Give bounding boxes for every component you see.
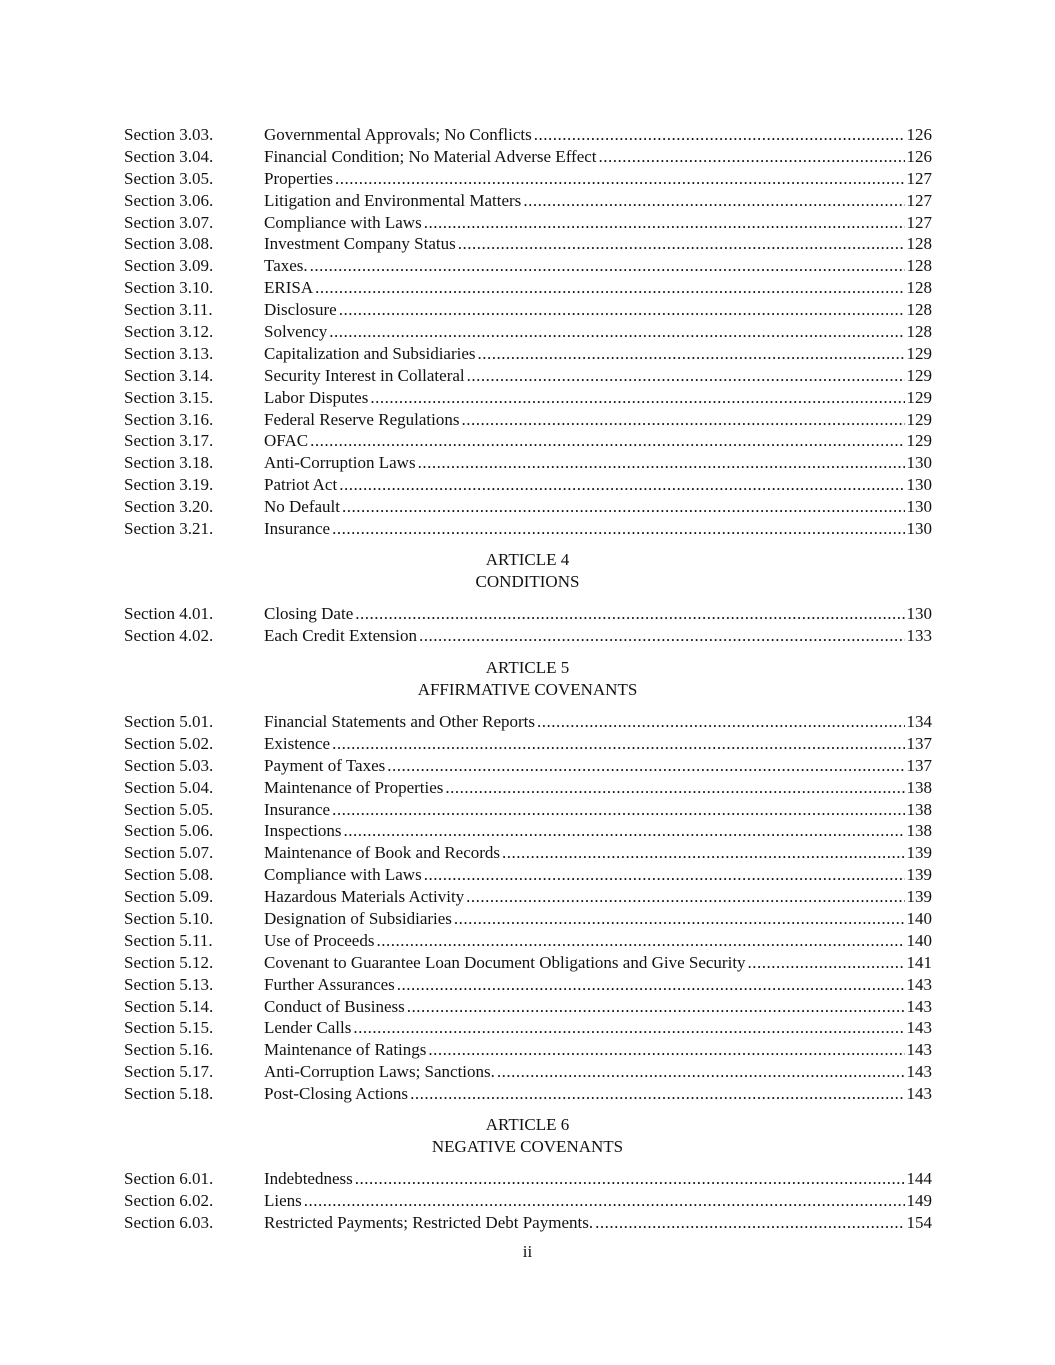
toc-entry <box>124 255 932 277</box>
dot-leader <box>461 409 904 431</box>
section-title: Taxes. <box>264 256 308 276</box>
section-number: Section 3.10. <box>124 278 214 298</box>
section-number: Section 3.05. <box>124 168 214 188</box>
dot-leader <box>339 474 904 496</box>
section-title: Patriot Act <box>264 475 338 495</box>
toc-entry <box>124 755 932 777</box>
section-page-number: 143 <box>906 1084 932 1104</box>
toc-entry <box>124 1017 932 1039</box>
section-page-number: 129 <box>906 431 932 451</box>
section-page-number: 143 <box>906 996 932 1016</box>
section-page-number: 130 <box>906 519 932 539</box>
section-title: Labor Disputes <box>264 387 369 407</box>
dot-leader <box>329 321 904 343</box>
dot-leader <box>342 496 904 518</box>
dot-leader <box>454 908 905 930</box>
section-title: Anti-Corruption Laws; Sanctions. <box>264 1062 495 1082</box>
section-page-number: 128 <box>906 322 932 342</box>
toc-entry <box>124 1212 932 1234</box>
dot-leader <box>370 387 904 409</box>
section-page-number: 128 <box>906 300 932 320</box>
toc-entry <box>124 518 932 540</box>
section-title: Investment Company Status <box>264 234 456 254</box>
dot-leader <box>310 430 904 452</box>
section-title: Restricted Payments; Restricted Debt Payments. <box>264 1212 594 1232</box>
toc-entry <box>124 212 932 234</box>
article-number: ARTICLE 5 <box>485 658 570 677</box>
toc-entry <box>124 124 932 146</box>
dot-leader <box>304 1190 905 1212</box>
toc-entry <box>124 1083 932 1105</box>
section-title: Each Credit Extension <box>264 625 417 645</box>
dot-leader <box>418 452 905 474</box>
dot-leader <box>424 864 905 886</box>
section-title: Further Assurances <box>264 974 395 994</box>
section-title: Designation of Subsidiaries <box>264 909 452 929</box>
article-heading: AFFIRMATIVE COVENANTS <box>417 680 638 699</box>
dot-leader <box>387 755 904 777</box>
section-page-number: 140 <box>906 930 932 950</box>
toc-entry <box>124 277 932 299</box>
article-heading: CONDITIONS <box>475 572 580 591</box>
section-page-number: 140 <box>906 909 932 929</box>
section-number: Section 5.10. <box>124 909 214 929</box>
section-page-number: 130 <box>906 497 932 517</box>
section-number: Section 3.08. <box>124 234 214 254</box>
section-number: Section 5.07. <box>124 843 214 863</box>
section-page-number: 138 <box>906 821 932 841</box>
section-title: Security Interest in Collateral <box>264 365 465 385</box>
toc-entry <box>124 1061 932 1083</box>
section-title: Federal Reserve Regulations <box>264 409 460 429</box>
page-number: ii <box>522 1242 533 1261</box>
section-title: Compliance with Laws <box>264 865 422 885</box>
section-page-number: 144 <box>906 1169 932 1188</box>
toc-section-list <box>124 603 932 647</box>
section-number: Section 3.04. <box>124 146 214 166</box>
section-number: Section 3.13. <box>124 343 214 363</box>
section-page-number: 130 <box>906 604 932 623</box>
section-number: Section 5.15. <box>124 1018 214 1038</box>
section-number: Section 3.16. <box>124 409 214 429</box>
section-page-number: 126 <box>906 125 932 144</box>
toc-entry <box>124 952 932 974</box>
dot-leader <box>467 365 905 387</box>
dot-leader <box>523 190 904 212</box>
section-number: Section 5.18. <box>124 1084 214 1104</box>
section-page-number: 134 <box>906 712 932 731</box>
dot-leader <box>466 886 904 908</box>
section-page-number: 143 <box>906 974 932 994</box>
section-number: Section 5.06. <box>124 821 214 841</box>
section-page-number: 138 <box>906 777 932 797</box>
section-title: Properties <box>264 168 333 188</box>
section-title: Existence <box>264 733 331 753</box>
section-number: Section 6.02. <box>124 1190 214 1210</box>
dot-leader <box>355 603 904 625</box>
section-title: Financial Condition; No Material Adverse Effect <box>264 146 597 166</box>
dot-leader <box>397 974 905 996</box>
dot-leader <box>335 168 905 190</box>
section-page-number: 128 <box>906 234 932 254</box>
dot-leader <box>595 1212 904 1234</box>
section-title: Post-Closing Actions <box>264 1084 409 1104</box>
dot-leader <box>478 343 905 365</box>
article-number: ARTICLE 4 <box>485 550 570 569</box>
section-title: Solvency <box>264 322 328 342</box>
section-number: Section 5.05. <box>124 799 214 819</box>
section-page-number: 143 <box>906 1062 932 1082</box>
toc-entry <box>124 365 932 387</box>
section-page-number: 143 <box>906 1018 932 1038</box>
section-page-number: 137 <box>906 755 932 775</box>
section-page-number: 149 <box>906 1190 932 1210</box>
section-number: Section 3.12. <box>124 322 214 342</box>
section-number: Section 5.08. <box>124 865 214 885</box>
section-page-number: 129 <box>906 387 932 407</box>
dot-leader <box>355 1168 905 1190</box>
toc-entry <box>124 430 932 452</box>
section-title: No Default <box>264 497 341 517</box>
section-number: Section 5.09. <box>124 887 214 907</box>
toc-entry <box>124 387 932 409</box>
section-number: Section 5.03. <box>124 755 214 775</box>
section-number: Section 5.12. <box>124 952 214 972</box>
section-title: Compliance with Laws <box>264 212 422 232</box>
toc-entry <box>124 886 932 908</box>
section-title: Liens <box>264 1190 302 1210</box>
dot-leader <box>748 952 905 974</box>
section-title: Indebtedness <box>264 1169 353 1188</box>
dot-leader <box>315 277 904 299</box>
toc-entry <box>124 168 932 190</box>
dot-leader <box>376 930 904 952</box>
dot-leader <box>353 1017 904 1039</box>
toc-entry <box>124 233 932 255</box>
section-page-number: 130 <box>906 475 932 495</box>
section-title: Capitalization and Subsidiaries <box>264 343 476 363</box>
section-title: Covenant to Guarantee Loan Document Obligations and Give Security <box>264 952 746 972</box>
section-title: Use of Proceeds <box>264 930 375 950</box>
toc-entry <box>124 146 932 168</box>
section-page-number: 139 <box>906 865 932 885</box>
section-number: Section 3.09. <box>124 256 214 276</box>
toc-entry <box>124 777 932 799</box>
toc-entry <box>124 842 932 864</box>
dot-leader <box>502 842 904 864</box>
toc-entry <box>124 299 932 321</box>
section-page-number: 130 <box>906 453 932 473</box>
dot-leader <box>458 233 905 255</box>
section-number: Section 5.04. <box>124 777 214 797</box>
section-number: Section 5.01. <box>124 712 214 731</box>
toc-entry <box>124 452 932 474</box>
section-number: Section 5.02. <box>124 733 214 753</box>
toc-entry <box>124 190 932 212</box>
section-title: OFAC <box>264 431 309 451</box>
toc-entry <box>124 908 932 930</box>
toc-entry <box>124 711 932 733</box>
dot-leader <box>419 625 905 647</box>
section-title: Governmental Approvals; No Conflicts <box>264 125 532 144</box>
section-page-number: 126 <box>906 146 932 166</box>
section-title: Inspections <box>264 821 342 841</box>
dot-leader <box>599 146 905 168</box>
section-title: Hazardous Materials Activity <box>264 887 465 907</box>
section-title: Insurance <box>264 519 331 539</box>
dot-leader <box>332 733 904 755</box>
section-title: Lender Calls <box>264 1018 352 1038</box>
section-number: Section 3.21. <box>124 519 214 539</box>
toc-entry <box>124 1168 932 1190</box>
section-page-number: 139 <box>906 843 932 863</box>
section-page-number: 127 <box>906 190 932 210</box>
dot-leader <box>534 124 905 146</box>
section-title: ERISA <box>264 278 314 298</box>
section-number: Section 3.15. <box>124 387 214 407</box>
section-title: Payment of Taxes <box>264 755 386 775</box>
toc-entry <box>124 864 932 886</box>
section-page-number: 138 <box>906 799 932 819</box>
section-page-number: 129 <box>906 409 932 429</box>
toc-section-list <box>124 1168 932 1234</box>
section-number: Section 3.06. <box>124 190 214 210</box>
section-number: Section 5.14. <box>124 996 214 1016</box>
section-number: Section 3.18. <box>124 453 214 473</box>
dot-leader <box>332 799 904 821</box>
toc-entry <box>124 974 932 996</box>
section-page-number: 137 <box>906 733 932 753</box>
section-title: Disclosure <box>264 300 337 320</box>
section-page-number: 127 <box>906 168 932 188</box>
toc-entry <box>124 474 932 496</box>
section-number: Section 5.13. <box>124 974 214 994</box>
section-title: Maintenance of Book and Records <box>264 843 501 863</box>
article-heading: NEGATIVE COVENANTS <box>431 1137 624 1156</box>
toc-entry <box>124 625 932 647</box>
toc-entry <box>124 409 932 431</box>
toc-entry <box>124 820 932 842</box>
section-title: Insurance <box>264 799 331 819</box>
dot-leader <box>537 711 905 733</box>
dot-leader <box>445 777 904 799</box>
section-page-number: 129 <box>906 365 932 385</box>
section-page-number: 133 <box>906 625 932 645</box>
section-number: Section 3.20. <box>124 497 214 517</box>
toc-entry <box>124 603 932 625</box>
section-title: Maintenance of Properties <box>264 777 444 797</box>
dot-leader <box>339 299 905 321</box>
section-page-number: 141 <box>906 952 932 972</box>
dot-leader <box>424 212 905 234</box>
toc-section-list <box>124 124 932 540</box>
toc-entry <box>124 496 932 518</box>
dot-leader <box>343 820 904 842</box>
section-page-number: 143 <box>906 1040 932 1060</box>
section-title: Conduct of Business <box>264 996 405 1016</box>
section-page-number: 139 <box>906 887 932 907</box>
dot-leader <box>428 1039 904 1061</box>
section-number: Section 4.02. <box>124 625 214 645</box>
section-number: Section 5.11. <box>124 930 213 950</box>
dot-leader <box>410 1083 904 1105</box>
dot-leader <box>497 1061 905 1083</box>
toc-entry <box>124 996 932 1018</box>
section-page-number: 128 <box>906 256 932 276</box>
section-title: Closing Date <box>264 604 354 623</box>
toc-entry <box>124 1039 932 1061</box>
toc-entry <box>124 343 932 365</box>
dot-leader <box>407 996 905 1018</box>
section-number: Section 3.07. <box>124 212 214 232</box>
dot-leader <box>310 255 905 277</box>
dot-leader <box>332 518 904 540</box>
section-number: Section 3.11. <box>124 300 213 320</box>
section-page-number: 154 <box>906 1212 932 1232</box>
section-page-number: 128 <box>906 278 932 298</box>
section-title: Financial Statements and Other Reports <box>264 712 535 731</box>
section-page-number: 129 <box>906 343 932 363</box>
section-title: Anti-Corruption Laws <box>264 453 416 473</box>
toc-entry <box>124 733 932 755</box>
section-number: Section 6.03. <box>124 1212 214 1232</box>
section-number: Section 6.01. <box>124 1169 214 1188</box>
toc-entry <box>124 321 932 343</box>
section-number: Section 3.14. <box>124 365 214 385</box>
section-number: Section 3.17. <box>124 431 214 451</box>
section-title: Litigation and Environmental Matters <box>264 190 522 210</box>
toc-entry <box>124 930 932 952</box>
section-page-number: 127 <box>906 212 932 232</box>
article-number: ARTICLE 6 <box>485 1115 570 1134</box>
section-title: Maintenance of Ratings <box>264 1040 427 1060</box>
section-number: Section 5.16. <box>124 1040 214 1060</box>
toc-entry <box>124 1190 932 1212</box>
section-number: Section 3.19. <box>124 475 214 495</box>
section-number: Section 5.17. <box>124 1062 214 1082</box>
section-number: Section 4.01. <box>124 604 214 623</box>
toc-section-list <box>124 711 932 1105</box>
section-number: Section 3.03. <box>124 125 214 144</box>
toc-entry <box>124 799 932 821</box>
